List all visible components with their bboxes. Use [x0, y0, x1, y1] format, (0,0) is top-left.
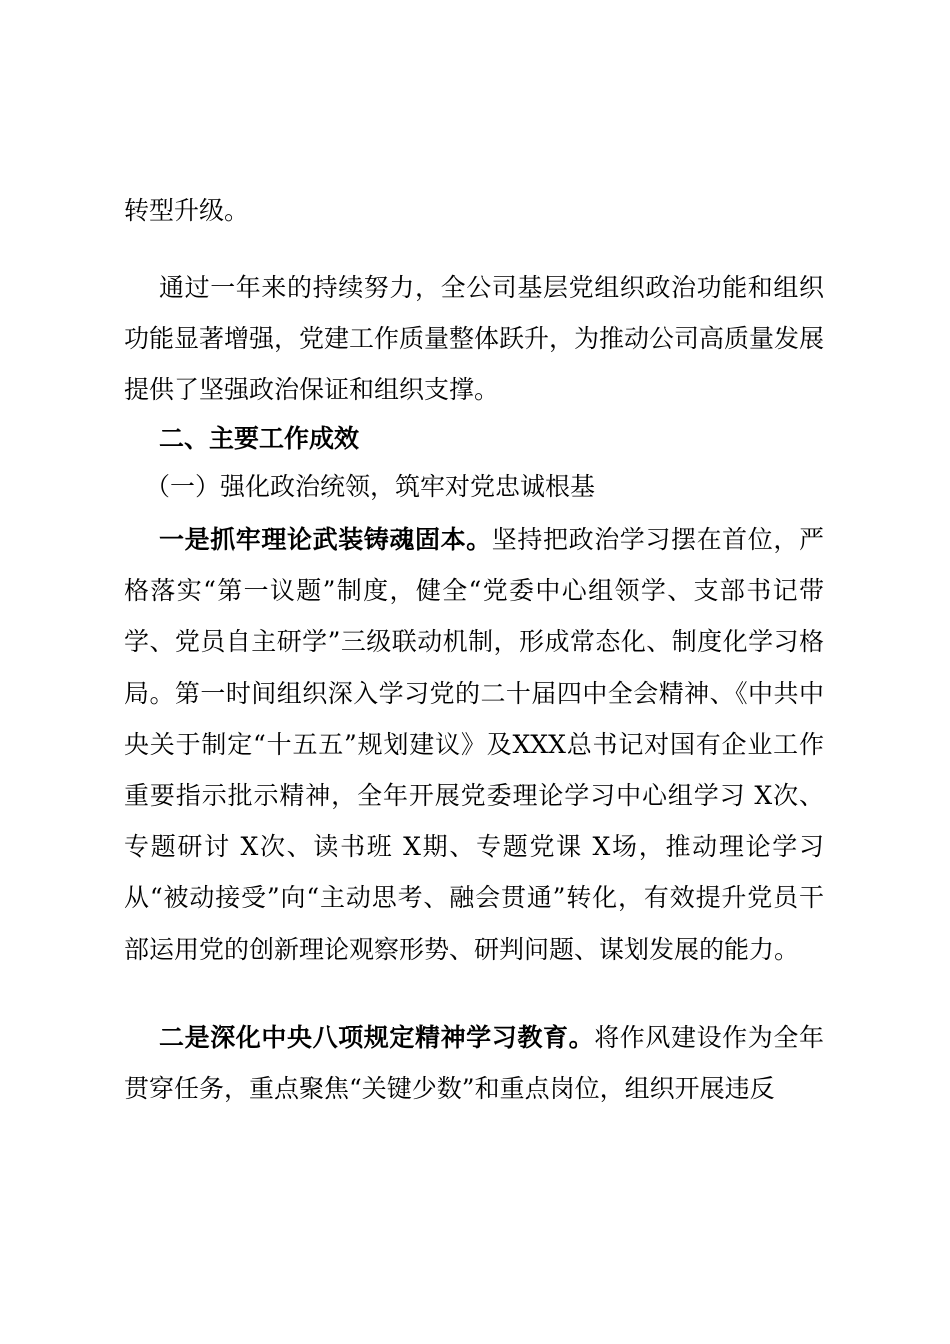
section-heading: 二、主要工作成效	[159, 424, 360, 453]
item2-paragraph	[124, 1012, 824, 1114]
summary-paragraph: 通过一年来的持续努力，全公司基层党组织政治功能和组织功能显著增强，党建工作质量整体跃升，为推动公司高质量发展提供了坚强政治保证和组织支撑。	[124, 273, 825, 405]
item1-body: 坚持把政治学习摆在首位，严格落实“第一议题”制度，健全“党委中心组领学、支部书记带学、党员自主研学”三级联动机制，形成常态化、制度化学习格局。第一时间组织深入学习党的二十届四中全会精神、《中共中央关于制定“十五五”规划建议》及XXX总书记对国有企业工作重要指示批示精神，全年开展党委理论学习中心组学习 X次、专题研讨 X次、读书班 X期、专题党课 X场，推动理论学习从“被动接受”向“主动思考、融会贯通”转化，有效提升党员干部运用党的创新理论观察形势、研判问题、谋划发展的能力。	[124, 525, 824, 964]
item2-lead: 二是深化中央八项规定精神学习教育。	[159, 1023, 595, 1052]
item1-paragraph	[124, 514, 824, 975]
subsection-heading: （一）强化政治统领，筑牢对党忠诚根基	[145, 472, 596, 501]
continuation-paragraph: 转型升级。	[124, 196, 250, 225]
item1-lead: 一是抓牢理论武装铸魂固本。	[159, 525, 492, 554]
item2-body: 将作风建设作为全年贯穿任务，重点聚焦“关键少数”和重点岗位，组织开展违反	[124, 1023, 824, 1104]
